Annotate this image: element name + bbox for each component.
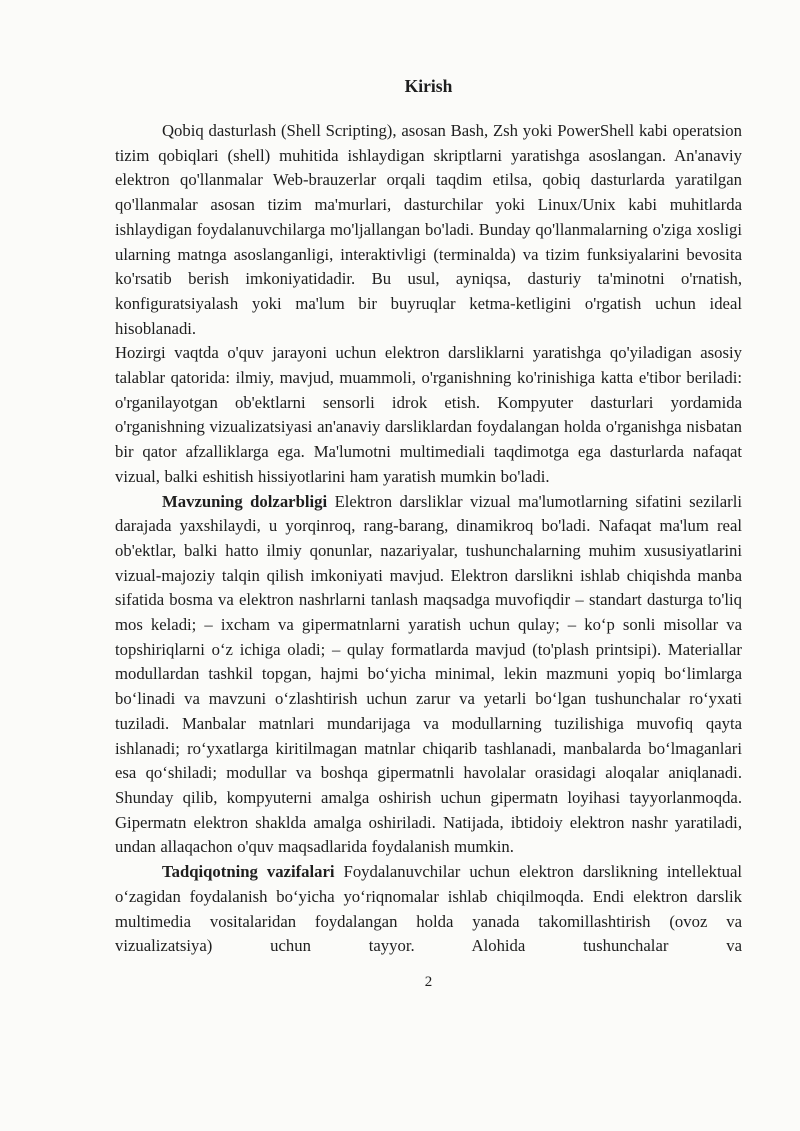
- paragraph-research-tasks: [115, 860, 742, 959]
- topic-relevance-body: Elektron darsliklar vizual ma'lumotlarning sifatini sezilarli darajada yaxshilaydi, u yorqinroq, rang-barang, dinamikroq bo'ladi. Nafaqat ma'lum real ob'ektlar, balki hatto ilmiy qonunlar, nazariyalar, tushunchalarning muhim xususiyatlarini vizual-majoziy talqin qilish imkoniyati mavjud. Elektron darslikni ishlab chiqishda manba sifatida bosma va elektron nashrlarni tanlash maqsadga muvofiqdir – standart dasturga to'liq mos keladi; – ixcham va gipermatnlarni yaratish uchun qulay; – ko‘p sonli misollar va topshiriqlarni o‘z ichiga oladi; – qulay formatlarda mavjud (to'plash printsipi). Materiallar modullardan tashkil topgan, hajmi bo‘yicha minimal, lekin mazmuni yopiq bo‘limlarga bo‘linadi va mavzuni o‘zlashtirish uchun zarur va yetarli bo‘lgan tushunchalar ro‘yxati tuziladi. Manbalar matnlari mundarijaga va modullarning tuzilishiga muvofiq qayta ishlanadi; ro‘yxatlarga kiritilmagan matnlar chiqarib tashlanadi, manbalarda bo‘lmaganlari esa qo‘shiladi; modullar va boshqa gipermatnli havolalar orasidagi aloqalar aniqlanadi. Shunday qilib, kompyuterni amalga oshirish uchun gipermatn loyihasi tayyorlanmoqda. Gipermatn elektron shaklda amalga oshiriladi. Natijada, ibtidoiy elektron nashr yaratiladi, undan allaqachon o'quv maqsadlarida foydalanish mumkin.: [115, 491, 742, 857]
- paragraph-shell-scripting: Qobiq dasturlash (Shell Scripting), asosan Bash, Zsh yoki PowerShell kabi operatsion tizim qobiqlari (shell) muhitida ishlaydigan skriptlarni yaratishga asoslangan. An'anaviy elektron qo'llanmalar Web-brauzerlar orqali taqdim etilsa, qobiq dasturlarda yaratilgan qo'llanmalar asosan tizim ma'murlari, dasturchilar yoki Linux/Unix kabi muhitlarda ishlaydigan foydalanuvchilarga mo'ljallangan bo'ladi. Bunday qo'llanmalarning o'ziga xosligi ularning matnga asoslanganligi, interaktivligi (terminalda) va tizim funksiyalarini bevosita ko'rsatib berish imkoniyatidadir. Bu usul, ayniqsa, dasturiy ta'minotni o'rnatish, konfiguratsiyalash yoki ma'lum bir buyruqlar ketma-ketligini o'rgatish uchun ideal hisoblanadi.: [115, 121, 742, 338]
- page-number: 2: [424, 973, 433, 990]
- topic-relevance-heading: Mavzuning dolzarbligi: [162, 491, 328, 511]
- research-tasks-body: Foydalanuvchilar uchun elektron darslikning intellektual o‘zagidan foydalanish bo‘yicha yo‘riqnomalar ishlab chiqilmoqda. Endi elektron darslik multimedia vositalaridan foydalangan holda yanada takomillashtirish (ovoz va vizualizatsiya) uchun tayyor. Alohida tushunchalar va: [115, 862, 742, 956]
- page-title: Kirish: [404, 76, 453, 96]
- paragraph-electronic-textbook-requirements: Hozirgi vaqtda o'quv jarayoni uchun elektron darsliklarni yaratishga qo'yiladigan asosiy talablar qatorida: ilmiy, mavjud, muammoli, o'rganishning ko'rinishiga katta e'tibor beriladi: o'rganilayotgan ob'ektlarni sensorli idrok etish. Kompyuter dasturlari yordamida o'rganishning vizualizatsiyasi an'anaviy darsliklardan foydalangan holda o'rganishga nisbatan bir qator afzalliklarga ega. Ma'lumotni multimediali taqdimotga ega dasturlarda nafaqat vizual, balki eshitish hissiyotlarini ham yaratish mumkin bo'ladi.: [115, 343, 742, 486]
- research-tasks-heading: Tadqiqotning vazifalari: [162, 862, 335, 882]
- paragraph-topic-relevance: [115, 490, 742, 861]
